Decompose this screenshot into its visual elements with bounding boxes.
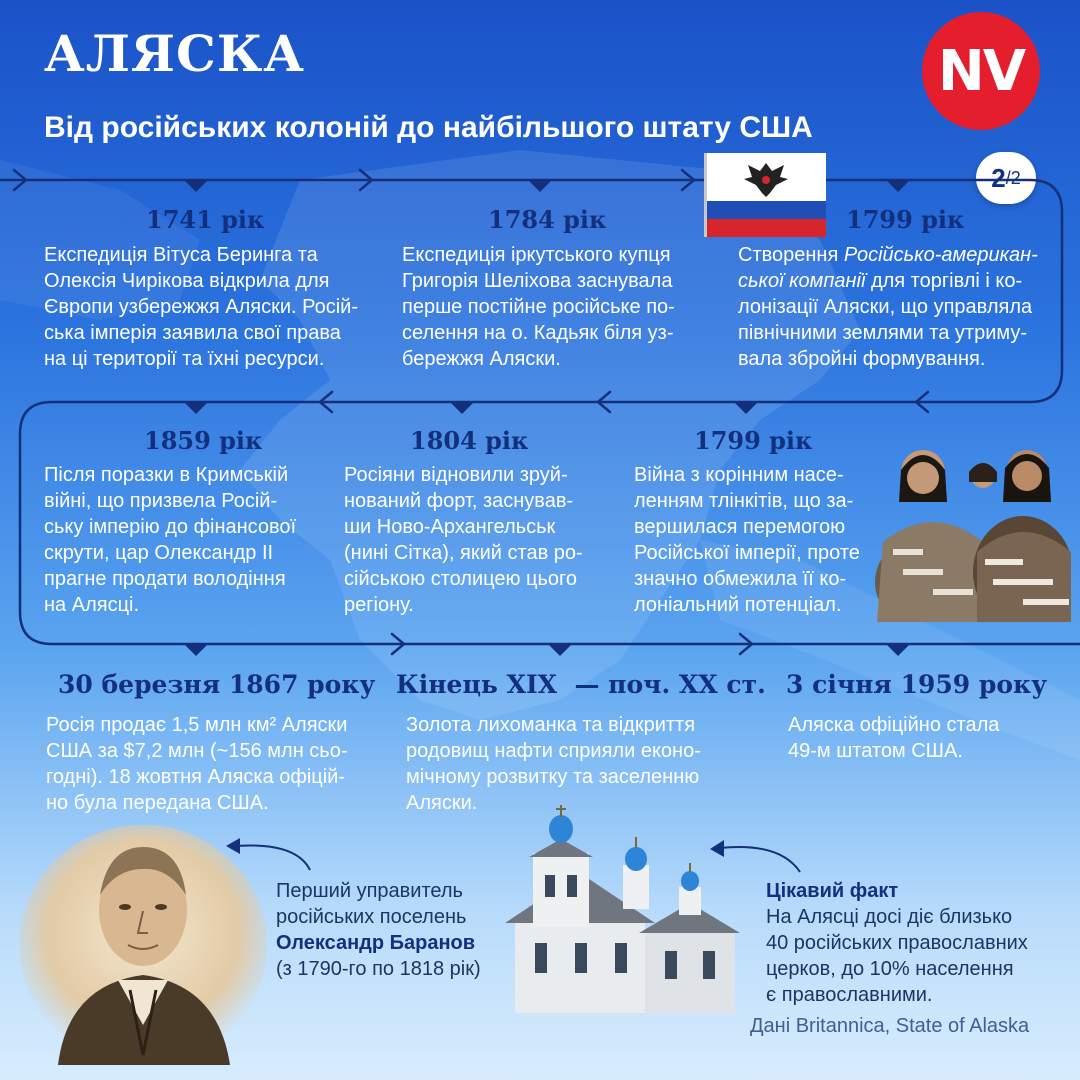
- event-date: 1784 рік: [488, 205, 607, 234]
- portrait-icon: [18, 815, 268, 1065]
- baranov-name: Олександр Баранов: [276, 932, 476, 954]
- event-date: 1859 рік: [144, 426, 263, 455]
- page-subtitle: Від російських колоній до найбільшого штату США: [44, 111, 813, 144]
- page-total: /2: [1005, 167, 1021, 188]
- event-date: Кінець XIX — поч. XX ст.: [396, 670, 766, 699]
- event-description: Золота лихоманка та відкриття родовищ нафти сприяли еконо- мічному розвитку та заселенню Аляски.: [406, 714, 701, 814]
- fact-note: Цікавий факт На Алясці досі діє близько 40 російських православних церков, до 10% населення є православними.: [766, 880, 1028, 1006]
- event-description: Аляска офіційно стала 49-м штатом США.: [788, 714, 1000, 762]
- people-icon: [873, 432, 1071, 622]
- event-date: 1799 рік: [694, 426, 813, 455]
- event-description: Росіяни відновили зруй- нований форт, заснував- ши Ново-Архангельськ (нині Сітка), який став ро- сійською столицею цього регіону.: [344, 464, 583, 616]
- event-description: Війна з корінним насе- ленням тлінкітів, що за- вершилася перемогою Російської імперії, проте значно обмежила її ко- лоніальний потенціал.: [634, 464, 860, 616]
- event-description: Росія продає 1,5 млн км² Аляски США за $7,2 млн (~156 млн сьо- годні). 18 жовтня Аляска офіцій- но була передана США.: [46, 714, 348, 814]
- event-description: Експедиція іркутського купця Григорія Шеліхова заснувала перше постійне російське по- селення на о. Кадьяк біля уз- бережжя Аляски.: [402, 244, 675, 370]
- source-credit: Дані Britannica, State of Alaska: [750, 1015, 1030, 1037]
- page-current: 2: [991, 162, 1006, 193]
- event-date: 3 січня 1959 року: [786, 670, 1048, 699]
- event-description: Після поразки в Кримській війні, що призвела Росій- ську імперію до фінансової скрути, цар Олександр ІІ прагне продати володіння на Алясці.: [44, 464, 297, 616]
- event-date: 1804 рік: [410, 426, 529, 455]
- flag-icon: [704, 153, 828, 237]
- fact-heading: Цікавий факт: [766, 880, 899, 902]
- event-date: 1799 рік: [846, 205, 965, 234]
- church-icon: [505, 803, 740, 1018]
- event-date: 30 березня 1867 року: [58, 670, 376, 699]
- nv-logo: NV: [922, 12, 1040, 130]
- event-description: Створення Російсько-американ- ської компанії для торгівлі і ко- лонізації Аляски, що управляла північними землями та утриму- вала збройні формування.: [738, 244, 1038, 370]
- baranov-note: Перший управитель російських поселень Олександр Баранов (з 1790-го по 1818 рік): [276, 880, 481, 980]
- page-title: АЛЯСКА: [44, 24, 306, 83]
- event-description: Експедиція Вітуса Беринга та Олексія Чирікова відкрила для Європи узбережжя Аляски. Росій- ська імперія заявила свої права на ці території та їхні ресурси.: [44, 244, 359, 370]
- event-date: 1741 рік: [146, 205, 265, 234]
